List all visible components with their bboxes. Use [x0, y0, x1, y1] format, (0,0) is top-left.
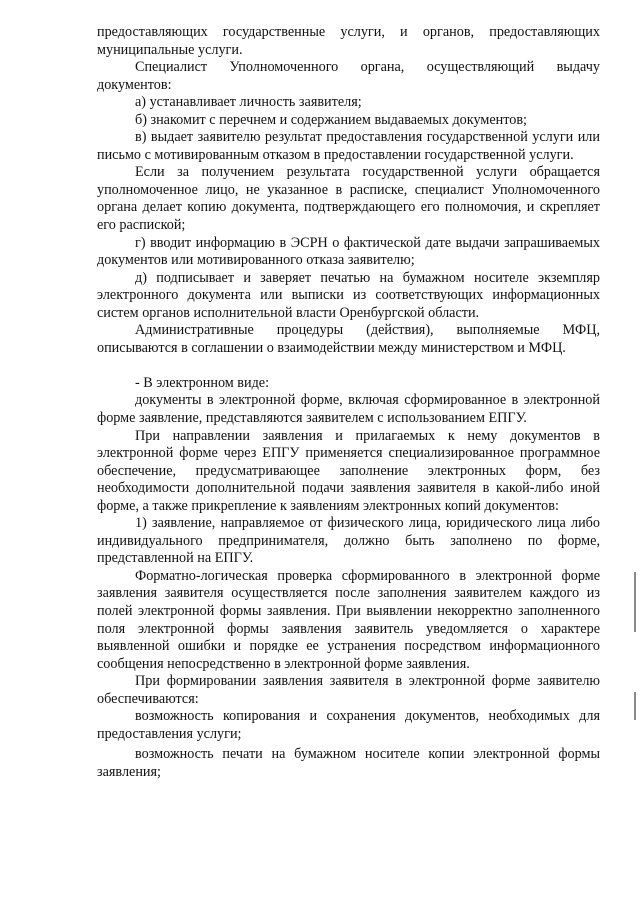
list-item: д) подписывает и заверяет печатью на бумажном носителе экземпляр электронного документа или выписки из соответствующих информационных систем органов исполнительной власти Оренбургской области.	[97, 269, 600, 321]
list-item: г) вводит информацию в ЭСРН о фактической дате выдачи запрашиваемых документов или мотивированного отказа заявителю;	[97, 234, 600, 269]
scan-edge-mark	[634, 692, 636, 720]
paragraph: возможность печати на бумажном носителе копии электронной формы заявления;	[97, 746, 600, 780]
paragraph: Форматно-логическая проверка сформированного в электронной форме заявления заявителя осуществляется после заполнения заявителем каждого из полей электронной формы заявления. При выявлении некорректно заполненного поля электронной формы заявления заявитель уведомляется о характере выявленной ошибки и порядке ее устранения посредством информационного сообщения непосредственно в электронной форме заявления.	[97, 567, 600, 672]
scan-edge-mark	[634, 572, 636, 632]
paragraph: Административные процедуры (действия), выполняемые МФЦ, описываются в соглашении о взаимодействии между министерством и МФЦ.	[97, 322, 600, 356]
document-body	[97, 24, 600, 781]
paragraph: Специалист Уполномоченного органа, осуществляющий выдачу документов:	[97, 59, 600, 93]
list-item: б) знакомит с перечнем и содержанием выдаваемых документов;	[135, 111, 527, 128]
paragraph: предоставляющих государственные услуги, и органов, предоставляющих муниципальные услуги.	[97, 24, 600, 58]
list-item: 1) заявление, направляемое от физического лица, юридического лица либо индивидуального предпринимателя, должно быть заполнено по форме, представленной на ЕПГУ.	[97, 515, 600, 567]
paragraph: При направлении заявления и прилагаемых к нему документов в электронной форме через ЕПГУ применяется специализированное программное обеспечение, предусматривающее заполнение электронных форм, без необходимости дополнительной подачи заявления заявителя в какой-либо иной форме, а также прикрепление к заявлениям электронных копий документов:	[97, 427, 600, 514]
paragraph: При формировании заявления заявителя в электронной форме заявителю обеспечиваются:	[97, 673, 600, 707]
list-item: а) устанавливает личность заявителя;	[135, 94, 362, 111]
list-item: в) выдает заявителю результат предоставления государственной услуги или письмо с мотивированным отказом в предоставлении государственной услуги.	[97, 129, 600, 163]
section-heading: - В электронном виде:	[135, 374, 270, 391]
paragraph: Если за получением результата государственной услуги обращается уполномоченное лицо, не указанное в расписке, специалист Уполномоченного органа делает копию документа, подтверждающего его полномочия, и скрепляет его распиской;	[97, 164, 600, 234]
paragraph: возможность копирования и сохранения документов, необходимых для предоставления услуги;	[97, 708, 600, 742]
paragraph: документы в электронной форме, включая сформированное в электронной форме заявление, представляются заявителем с использованием ЕПГУ.	[97, 392, 600, 426]
